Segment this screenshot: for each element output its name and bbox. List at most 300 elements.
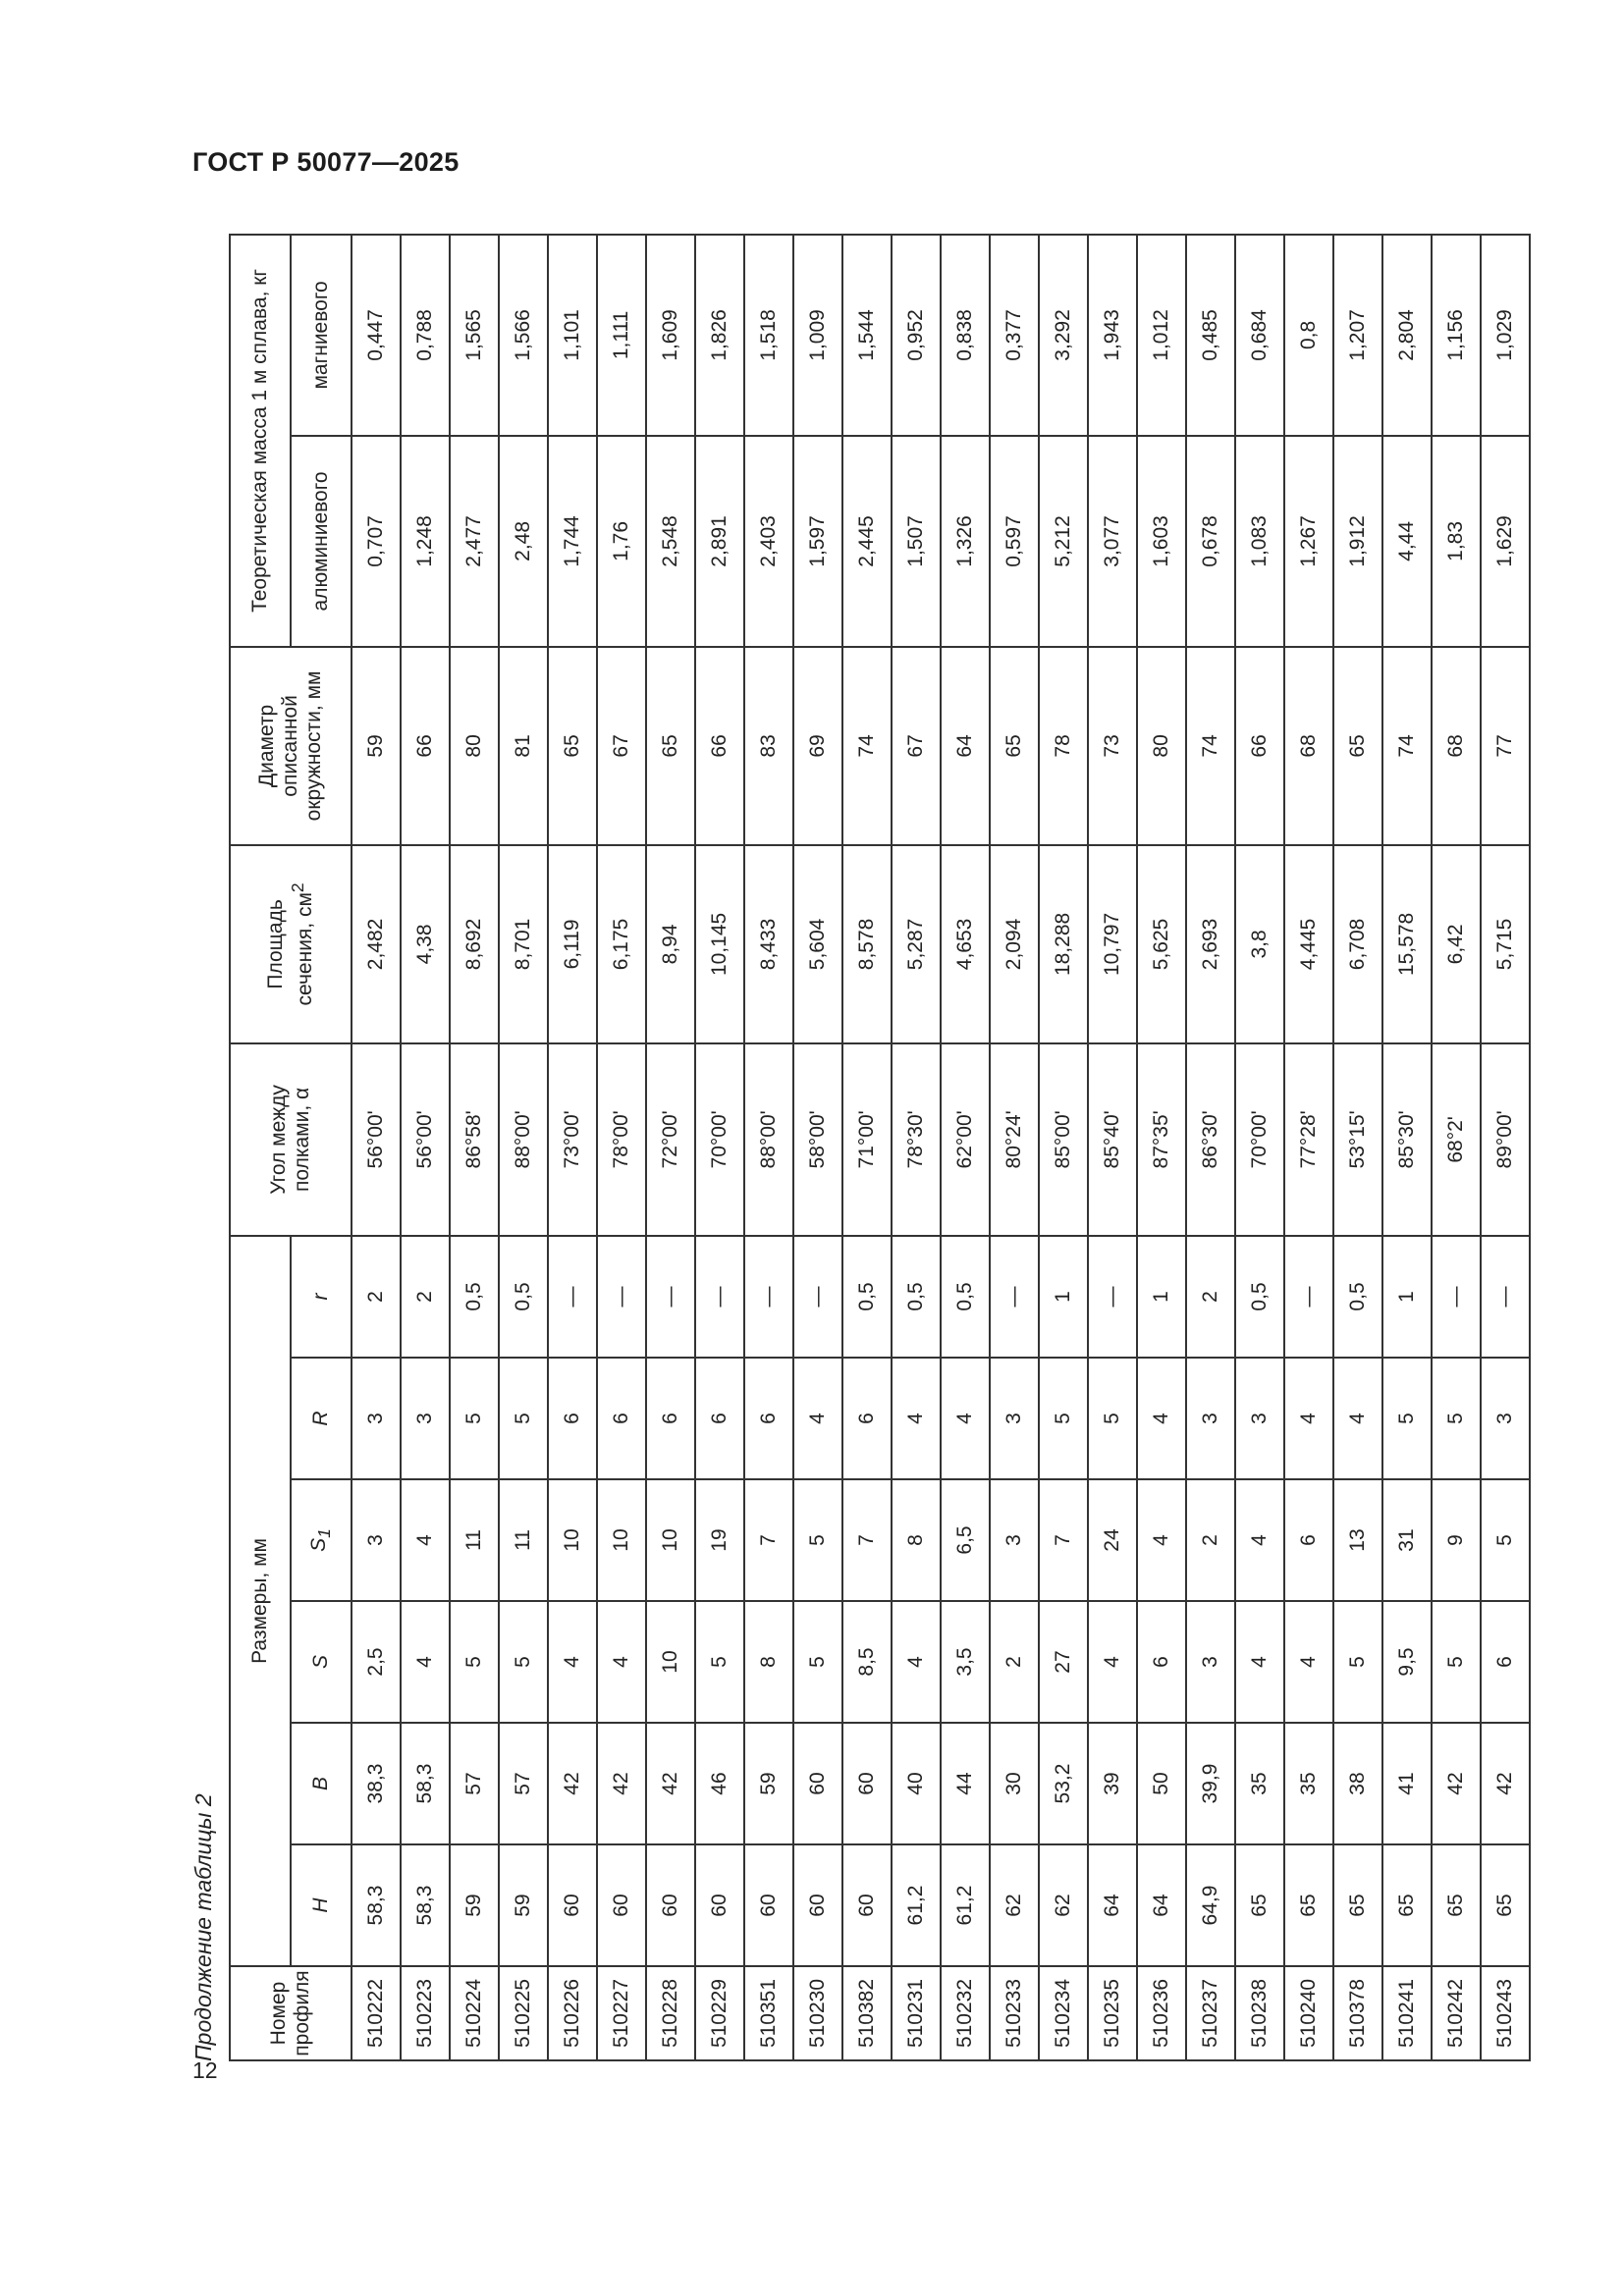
cell-mass-aluminum: 1,248 [401,436,450,647]
cell-angle: 70°00' [695,1043,744,1236]
cell-H: 65 [1432,1844,1481,1966]
table-row [548,235,597,2060]
cell-B: 57 [499,1723,548,1844]
rotated-table-block [185,236,1516,2061]
cell-r: 2 [352,1236,401,1358]
header-magnesium: магниевого [291,235,352,436]
cell-diameter: 78 [1039,647,1088,845]
cell-S: 4 [1088,1601,1137,1723]
table-row [597,235,646,2060]
header-dimensions: Размеры, мм [230,1236,291,1966]
cell-mass-magnesium: 1,009 [793,235,842,436]
cell-area: 10,145 [695,845,744,1043]
cell-S1: 13 [1333,1479,1382,1601]
cell-mass-magnesium: 1,111 [597,235,646,436]
cell-mass-magnesium: 0,788 [401,235,450,436]
cell-R: 6 [646,1358,695,1479]
cell-angle: 72°00' [646,1043,695,1236]
header-area-sup: 2 [288,882,307,893]
cell-r: — [646,1236,695,1358]
cell-r: — [597,1236,646,1358]
cell-B: 42 [1481,1723,1530,1844]
cell-R: 4 [892,1358,941,1479]
cell-angle: 78°00' [597,1043,646,1236]
cell-S1: 9 [1432,1479,1481,1601]
cell-B: 41 [1382,1723,1432,1844]
cell-mass-aluminum: 1,507 [892,436,941,647]
cell-mass-magnesium: 1,029 [1481,235,1530,436]
cell-area: 4,445 [1284,845,1333,1043]
cell-area: 8,701 [499,845,548,1043]
cell-B: 57 [450,1723,499,1844]
cell-S1: 19 [695,1479,744,1601]
cell-mass-aluminum: 0,678 [1186,436,1235,647]
cell-angle: 78°30' [892,1043,941,1236]
cell-S: 4 [401,1601,450,1723]
document-title: ГОСТ Р 50077—2025 [192,147,460,177]
cell-profile-number: 510351 [744,1966,793,2060]
cell-S1: 4 [1137,1479,1186,1601]
header-aluminum: алюминиевого [291,436,352,647]
table-row [499,235,548,2060]
cell-R: 5 [499,1358,548,1479]
cell-H: 60 [695,1844,744,1966]
cell-area: 6,42 [1432,845,1481,1043]
cell-S1: 10 [646,1479,695,1601]
cell-S: 27 [1039,1601,1088,1723]
cell-area: 15,578 [1382,845,1432,1043]
cell-S: 4 [1235,1601,1284,1723]
cell-profile-number: 510382 [842,1966,892,2060]
cell-B: 42 [646,1723,695,1844]
header-S1 [291,1479,352,1601]
cell-mass-magnesium: 0,485 [1186,235,1235,436]
cell-B: 44 [941,1723,990,1844]
cell-area: 2,693 [1186,845,1235,1043]
cell-S: 4 [548,1601,597,1723]
cell-R: 4 [1284,1358,1333,1479]
cell-angle: 86°58' [450,1043,499,1236]
cell-S1: 31 [1382,1479,1432,1601]
cell-r: 2 [1186,1236,1235,1358]
cell-B: 35 [1284,1723,1333,1844]
cell-r: — [1088,1236,1137,1358]
cell-angle: 77°28' [1284,1043,1333,1236]
cell-mass-magnesium: 1,518 [744,235,793,436]
cell-mass-aluminum: 0,597 [990,436,1039,647]
cell-R: 4 [1137,1358,1186,1479]
cell-profile-number: 510225 [499,1966,548,2060]
cell-mass-magnesium: 1,943 [1088,235,1137,436]
table-row [793,235,842,2060]
cell-H: 65 [1382,1844,1432,1966]
cell-B: 53,2 [1039,1723,1088,1844]
cell-H: 60 [646,1844,695,1966]
cell-mass-aluminum: 4,44 [1382,436,1432,647]
cell-mass-magnesium: 1,207 [1333,235,1382,436]
cell-diameter: 59 [352,647,401,845]
cell-r: 0,5 [941,1236,990,1358]
cell-R: 5 [1382,1358,1432,1479]
cell-S1: 6 [1284,1479,1333,1601]
cell-area: 8,433 [744,845,793,1043]
cell-r: — [548,1236,597,1358]
cell-r: 0,5 [450,1236,499,1358]
cell-r: — [1432,1236,1481,1358]
cell-mass-aluminum: 2,891 [695,436,744,647]
cell-mass-aluminum: 1,83 [1432,436,1481,647]
cell-r: 0,5 [1235,1236,1284,1358]
cell-R: 5 [1432,1358,1481,1479]
cell-H: 65 [1481,1844,1530,1966]
cell-area: 18,288 [1039,845,1088,1043]
cell-angle: 71°00' [842,1043,892,1236]
cell-H: 60 [597,1844,646,1966]
cell-angle: 73°00' [548,1043,597,1236]
table-body [352,235,1530,2060]
cell-S: 5 [1333,1601,1382,1723]
cell-S: 5 [499,1601,548,1723]
cell-H: 65 [1333,1844,1382,1966]
cell-angle: 85°40' [1088,1043,1137,1236]
table-row [1284,235,1333,2060]
cell-r: — [990,1236,1039,1358]
cell-profile-number: 510242 [1432,1966,1481,2060]
table-row [1088,235,1137,2060]
cell-mass-magnesium: 0,377 [990,235,1039,436]
cell-mass-aluminum: 1,597 [793,436,842,647]
cell-S1: 24 [1088,1479,1137,1601]
cell-R: 3 [352,1358,401,1479]
cell-r: 1 [1039,1236,1088,1358]
cell-diameter: 66 [401,647,450,845]
cell-H: 61,2 [892,1844,941,1966]
cell-R: 4 [941,1358,990,1479]
cell-H: 64 [1137,1844,1186,1966]
cell-S: 6 [1481,1601,1530,1723]
cell-mass-aluminum: 1,629 [1481,436,1530,647]
cell-S: 3 [1186,1601,1235,1723]
cell-B: 46 [695,1723,744,1844]
cell-B: 38,3 [352,1723,401,1844]
cell-area: 8,578 [842,845,892,1043]
cell-diameter: 68 [1432,647,1481,845]
cell-B: 35 [1235,1723,1284,1844]
cell-B: 42 [548,1723,597,1844]
cell-profile-number: 510238 [1235,1966,1284,2060]
cell-mass-aluminum: 0,707 [352,436,401,647]
cell-profile-number: 510234 [1039,1966,1088,2060]
cell-mass-magnesium: 0,8 [1284,235,1333,436]
cell-profile-number: 510223 [401,1966,450,2060]
cell-angle: 70°00' [1235,1043,1284,1236]
cell-H: 61,2 [941,1844,990,1966]
cell-B: 58,3 [401,1723,450,1844]
cell-S: 2 [990,1601,1039,1723]
cell-mass-magnesium: 0,838 [941,235,990,436]
cell-profile-number: 510240 [1284,1966,1333,2060]
cell-r: — [1284,1236,1333,1358]
header-S1-text: S [307,1537,331,1552]
table-row [842,235,892,2060]
cell-mass-aluminum: 1,912 [1333,436,1382,647]
cell-profile-number: 510224 [450,1966,499,2060]
table-row [646,235,695,2060]
cell-mass-aluminum: 2,48 [499,436,548,647]
cell-R: 3 [990,1358,1039,1479]
cell-mass-magnesium: 1,565 [450,235,499,436]
cell-S1: 5 [1481,1479,1530,1601]
table-row [1235,235,1284,2060]
header-S1-sub: 1 [314,1528,335,1538]
cell-r: — [744,1236,793,1358]
cell-B: 38 [1333,1723,1382,1844]
cell-S: 6 [1137,1601,1186,1723]
cell-r: 0,5 [842,1236,892,1358]
cell-B: 59 [744,1723,793,1844]
cell-r: 0,5 [499,1236,548,1358]
cell-H: 62 [1039,1844,1088,1966]
cell-R: 6 [548,1358,597,1479]
cell-diameter: 65 [1333,647,1382,845]
cell-angle: 68°2' [1432,1043,1481,1236]
table-row [352,235,401,2060]
cell-mass-aluminum: 2,445 [842,436,892,647]
table-caption: Продолжение таблицы 2 [190,1793,216,2061]
header-r: r [291,1236,352,1358]
cell-profile-number: 510228 [646,1966,695,2060]
cell-area: 4,38 [401,845,450,1043]
cell-S1: 4 [401,1479,450,1601]
cell-S: 5 [793,1601,842,1723]
cell-profile-number: 510222 [352,1966,401,2060]
cell-diameter: 65 [646,647,695,845]
cell-S1: 10 [597,1479,646,1601]
cell-angle: 53°15' [1333,1043,1382,1236]
cell-diameter: 80 [450,647,499,845]
cell-S: 8,5 [842,1601,892,1723]
cell-H: 65 [1235,1844,1284,1966]
cell-profile-number: 510231 [892,1966,941,2060]
cell-angle: 88°00' [744,1043,793,1236]
cell-S: 9,5 [1382,1601,1432,1723]
cell-R: 4 [793,1358,842,1479]
cell-area: 4,653 [941,845,990,1043]
cell-mass-aluminum: 2,403 [744,436,793,647]
table-row [401,235,450,2060]
table-row [990,235,1039,2060]
cell-mass-aluminum: 2,548 [646,436,695,647]
cell-area: 2,094 [990,845,1039,1043]
cell-S: 4 [597,1601,646,1723]
cell-area: 3,8 [1235,845,1284,1043]
cell-R: 6 [744,1358,793,1479]
cell-mass-magnesium: 0,447 [352,235,401,436]
cell-profile-number: 510230 [793,1966,842,2060]
cell-area: 8,692 [450,845,499,1043]
header-H: H [291,1844,352,1966]
cell-S1: 3 [352,1479,401,1601]
cell-profile-number: 510226 [548,1966,597,2060]
cell-angle: 85°30' [1382,1043,1432,1236]
cell-diameter: 74 [1186,647,1235,845]
cell-mass-magnesium: 1,609 [646,235,695,436]
cell-r: — [1481,1236,1530,1358]
table-row [1137,235,1186,2060]
cell-area: 8,94 [646,845,695,1043]
header-profile-number: Номер профиля [230,1966,352,2060]
cell-mass-magnesium: 1,012 [1137,235,1186,436]
cell-S: 10 [646,1601,695,1723]
table-row [1186,235,1235,2060]
cell-mass-aluminum: 5,212 [1039,436,1088,647]
cell-B: 42 [1432,1723,1481,1844]
cell-mass-magnesium: 2,804 [1382,235,1432,436]
header-angle: Угол между полками, α [230,1043,352,1236]
cell-angle: 86°30' [1186,1043,1235,1236]
cell-diameter: 65 [548,647,597,845]
cell-angle: 58°00' [793,1043,842,1236]
cell-profile-number: 510235 [1088,1966,1137,2060]
cell-area: 10,797 [1088,845,1137,1043]
table-row [1039,235,1088,2060]
table-row [1382,235,1432,2060]
cell-H: 59 [450,1844,499,1966]
cell-mass-magnesium: 1,544 [842,235,892,436]
cell-H: 59 [499,1844,548,1966]
cell-mass-aluminum: 1,76 [597,436,646,647]
cell-B: 39,9 [1186,1723,1235,1844]
cell-diameter: 66 [695,647,744,845]
cell-area: 5,287 [892,845,941,1043]
cell-S1: 8 [892,1479,941,1601]
cell-diameter: 74 [1382,647,1432,845]
cell-S1: 3 [990,1479,1039,1601]
cell-mass-magnesium: 1,826 [695,235,744,436]
cell-S: 5 [1432,1601,1481,1723]
cell-r: 1 [1137,1236,1186,1358]
cell-R: 6 [597,1358,646,1479]
cell-diameter: 77 [1481,647,1530,845]
cell-angle: 88°00' [499,1043,548,1236]
cell-S1: 4 [1235,1479,1284,1601]
cell-R: 3 [1186,1358,1235,1479]
table-row [892,235,941,2060]
cell-H: 60 [744,1844,793,1966]
table-row [744,235,793,2060]
cell-diameter: 66 [1235,647,1284,845]
cell-S: 8 [744,1601,793,1723]
cell-profile-number: 510237 [1186,1966,1235,2060]
table-row [941,235,990,2060]
cell-B: 30 [990,1723,1039,1844]
cell-mass-aluminum: 1,326 [941,436,990,647]
cell-S1: 5 [793,1479,842,1601]
cell-angle: 89°00' [1481,1043,1530,1236]
header-S: S [291,1601,352,1723]
cell-r: 0,5 [1333,1236,1382,1358]
cell-R: 3 [1235,1358,1284,1479]
table-row [1432,235,1481,2060]
cell-B: 42 [597,1723,646,1844]
cell-diameter: 67 [597,647,646,845]
cell-diameter: 65 [990,647,1039,845]
cell-R: 6 [695,1358,744,1479]
cell-B: 39 [1088,1723,1137,1844]
cell-area: 5,604 [793,845,842,1043]
cell-R: 6 [842,1358,892,1479]
cell-r: — [695,1236,744,1358]
cell-angle: 62°00' [941,1043,990,1236]
cell-profile-number: 510227 [597,1966,646,2060]
cell-diameter: 83 [744,647,793,845]
header-B: B [291,1723,352,1844]
cell-H: 60 [793,1844,842,1966]
cell-S1: 11 [499,1479,548,1601]
cell-diameter: 74 [842,647,892,845]
cell-angle: 80°24' [990,1043,1039,1236]
cell-S1: 7 [842,1479,892,1601]
cell-area: 6,708 [1333,845,1382,1043]
header-diameter: Диаметр описанной окружности, мм [230,647,352,845]
table-row [450,235,499,2060]
cell-profile-number: 510378 [1333,1966,1382,2060]
profile-table [229,234,1531,2061]
cell-H: 64 [1088,1844,1137,1966]
cell-r: — [793,1236,842,1358]
cell-profile-number: 510229 [695,1966,744,2060]
cell-S1: 11 [450,1479,499,1601]
cell-r: 0,5 [892,1236,941,1358]
cell-H: 58,3 [352,1844,401,1966]
cell-mass-magnesium: 0,952 [892,235,941,436]
cell-diameter: 69 [793,647,842,845]
cell-area: 6,175 [597,845,646,1043]
cell-mass-aluminum: 1,744 [548,436,597,647]
cell-mass-magnesium: 1,156 [1432,235,1481,436]
cell-mass-aluminum: 2,477 [450,436,499,647]
cell-diameter: 80 [1137,647,1186,845]
cell-mass-magnesium: 3,292 [1039,235,1088,436]
cell-S: 5 [695,1601,744,1723]
cell-S: 2,5 [352,1601,401,1723]
table-row [1481,235,1530,2060]
cell-profile-number: 510233 [990,1966,1039,2060]
cell-angle: 56°00' [352,1043,401,1236]
cell-H: 58,3 [401,1844,450,1966]
cell-B: 60 [842,1723,892,1844]
header-area [230,845,352,1043]
cell-angle: 56°00' [401,1043,450,1236]
cell-diameter: 68 [1284,647,1333,845]
cell-S1: 2 [1186,1479,1235,1601]
cell-R: 3 [401,1358,450,1479]
table-row [1333,235,1382,2060]
header-mass: Теоретическая масса 1 м сплава, кг [230,235,291,647]
cell-diameter: 67 [892,647,941,845]
cell-H: 65 [1284,1844,1333,1966]
cell-S1: 10 [548,1479,597,1601]
cell-R: 4 [1333,1358,1382,1479]
cell-H: 64,9 [1186,1844,1235,1966]
cell-mass-aluminum: 1,267 [1284,436,1333,647]
cell-profile-number: 510232 [941,1966,990,2060]
cell-S1: 7 [744,1479,793,1601]
cell-B: 60 [793,1723,842,1844]
cell-S: 4 [1284,1601,1333,1723]
cell-H: 62 [990,1844,1039,1966]
cell-diameter: 73 [1088,647,1137,845]
